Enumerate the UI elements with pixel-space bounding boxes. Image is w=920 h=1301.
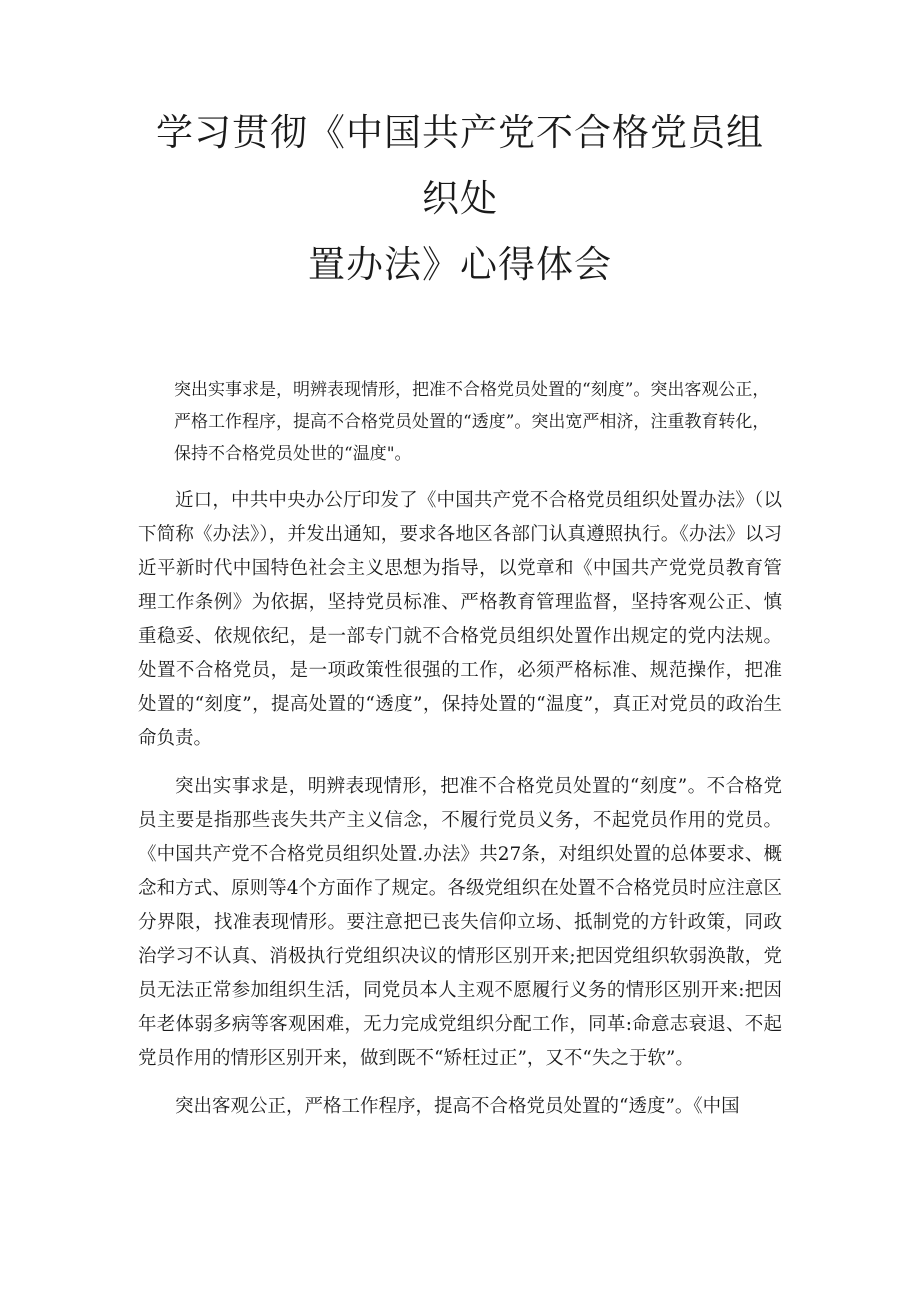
paragraph: 突出实事求是，明辨表现情形，把准不合格党员处置的“刻度”。不合格党员主要是指那些丧失共产主义信念，不履行党员义务，不起党员作用的党员。《中国共产党不合格党员组织处置.办法》共27条，对组织处置的总体要求、概念和方式、原则等4个方面作了规定。各级党组织在处置不合格党员时应注意区分界限，找准表现情形。要注意把已丧失信仰立场、抵制党的方针政策，同政治学习不认真、消极执行党组织决议的情形区别开来;把因党组织软弱涣散，党员无法正常参加组织生活，同党员本人主观不愿履行义务的情形区别开来:把因年老体弱多病等客观困难，无力完成党组织分配工作，同革:命意志衰退、不起党员作用的情形区别开来，做到既不“矫枉过正”，又不“失之于软”。 <box>138 776 782 1069</box>
paragraph: 近口，中共中央办公厅印发了《中国共产党不合格党员组织处置办法》（以下简称《办法》），并发出通知，要求各地区各部门认真遵照执行。《办法》以习近平新时代中国特色社会主义思想为指导，以党章和《中国共产党党员教育管理工作条例》为依据，坚持党员标准、严格教育管理监督，坚持客观公正、慎重稳妥、依规依纪，是一部专门就不合格党员组织处置作出规定的党内法规。处置不合格党员，是一项政策性很强的工作，必须严格标准、规范操作，把准处置的“刻度”，提高处置的“透度”，保持处置的“温度”，真正对党员的政治生命负责。 <box>138 490 782 749</box>
abstract-line: 保持不合格党员处世的“温度"。 <box>174 444 412 464</box>
title-line-2: 置办法》心得体会 <box>308 243 612 286</box>
abstract-line: 严格工作程序，提高不合格党员处置的“透度”。突出宽严相济，注重教育转化， <box>174 412 770 432</box>
body-text <box>138 484 782 1124</box>
document-title <box>138 0 782 298</box>
paragraph: 突出客观公正，严格工作程序，提高不合格党员处置的“透度”。《中国 <box>175 1096 740 1117</box>
abstract-line: 突出实事求是，明辨表现情形，把准不合格党员处置的“刻度”。突出客观公正， <box>174 380 770 400</box>
abstract <box>138 374 782 470</box>
title-line-1: 学习贯彻《中国共产党不合格党员组织处 <box>156 111 764 220</box>
